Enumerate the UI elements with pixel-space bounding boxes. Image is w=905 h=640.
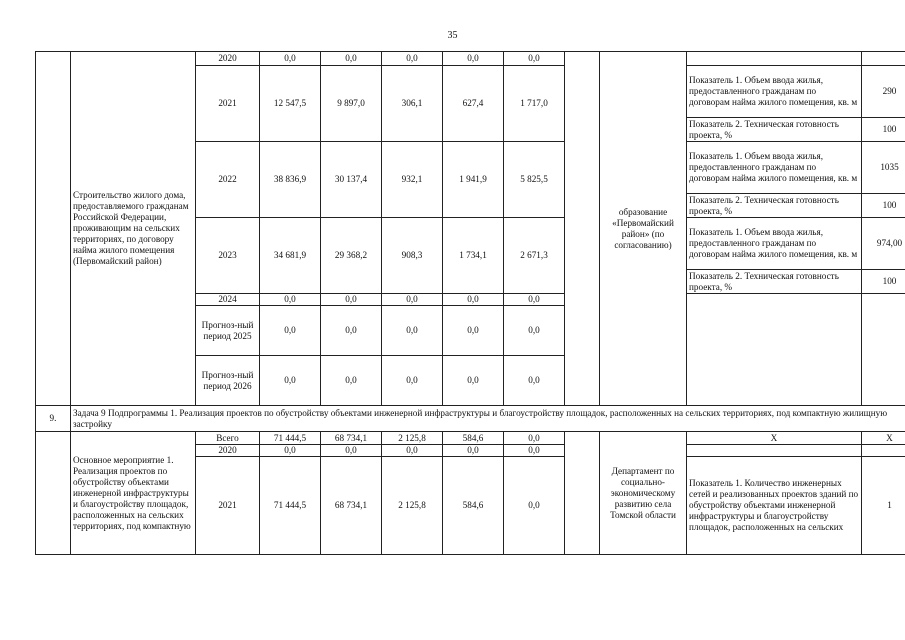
indicator-2: Показатель 2. Техническая готовность проекта, % bbox=[687, 118, 862, 142]
value-cell: 68 734,1 bbox=[321, 457, 382, 555]
value-cell: 908,3 bbox=[382, 218, 443, 294]
year-cell: 2020 bbox=[196, 445, 260, 457]
value-cell: 0,0 bbox=[443, 294, 504, 306]
value-cell: 2 125,8 bbox=[382, 432, 443, 445]
task-title: Задача 9 Подпрограммы 1. Реализация проектов по обустройству объектами инженерной инфраструктуры и благоустройству площадок, расположенных на сельских территориях, под компактную жилищную застройку bbox=[71, 406, 905, 432]
year-cell: 2024 bbox=[196, 294, 260, 306]
value-cell: 584,6 bbox=[443, 432, 504, 445]
value-cell: 0,0 bbox=[443, 52, 504, 66]
value-cell: 0,0 bbox=[260, 445, 321, 457]
value-cell: 0,0 bbox=[504, 294, 565, 306]
indicator-value-empty bbox=[862, 52, 905, 66]
indicator-1: Показатель 1. Объем ввода жилья, предоставленного гражданам по договорам найма жилого помещения, кв. м bbox=[687, 142, 862, 194]
value-cell: 71 444,5 bbox=[260, 432, 321, 445]
value-cell: 68 734,1 bbox=[321, 432, 382, 445]
executor-cell: образование «Первомайский район» (по согласованию) bbox=[600, 52, 687, 406]
page-number: 35 bbox=[447, 30, 458, 41]
value-cell: 0,0 bbox=[443, 306, 504, 356]
value-cell: 1 717,0 bbox=[504, 66, 565, 142]
indicator-value: 100 bbox=[862, 118, 905, 142]
value-cell: 0,0 bbox=[382, 294, 443, 306]
x-mark: X bbox=[862, 432, 905, 445]
empty-cell bbox=[565, 432, 600, 555]
number-cell-empty bbox=[36, 432, 71, 555]
number-cell-empty bbox=[36, 52, 71, 406]
indicator-cell-empty bbox=[687, 52, 862, 66]
project-name: Строительство жилого дома, предоставляемого гражданам Российской Федерации, проживающим на сельских территориях, по договору найма жилого помещения (Первомайский район) bbox=[71, 52, 196, 406]
indicator-2: Показатель 2. Техническая готовность проекта, % bbox=[687, 270, 862, 294]
value-cell: 0,0 bbox=[321, 356, 382, 406]
value-cell: 2 125,8 bbox=[382, 457, 443, 555]
value-cell: 0,0 bbox=[504, 445, 565, 457]
value-cell: 38 836,9 bbox=[260, 142, 321, 218]
year-cell: Всего bbox=[196, 432, 260, 445]
value-cell: 0,0 bbox=[504, 52, 565, 66]
value-cell: 0,0 bbox=[504, 306, 565, 356]
year-cell: 2021 bbox=[196, 66, 260, 142]
x-mark: X bbox=[687, 432, 862, 445]
value-cell: 1 734,1 bbox=[443, 218, 504, 294]
value-cell: 1 941,9 bbox=[443, 142, 504, 218]
year-cell: 2023 bbox=[196, 218, 260, 294]
empty-cell bbox=[565, 52, 600, 406]
indicator-value: 1 bbox=[862, 457, 905, 555]
value-cell: 0,0 bbox=[260, 52, 321, 66]
indicator-1: Показатель 1. Объем ввода жилья, предоставленного гражданам по договорам найма жилого помещения, кв. м bbox=[687, 218, 862, 270]
indicator-value: 100 bbox=[862, 270, 905, 294]
value-cell: 627,4 bbox=[443, 66, 504, 142]
program-table bbox=[35, 51, 905, 555]
indicator-value: 290 bbox=[862, 66, 905, 118]
value-cell: 0,0 bbox=[504, 356, 565, 406]
indicator-1: Показатель 1. Объем ввода жилья, предоставленного гражданам по договорам найма жилого помещения, кв. м bbox=[687, 66, 862, 118]
indicator-value-empty bbox=[862, 294, 905, 406]
value-cell: 584,6 bbox=[443, 457, 504, 555]
value-cell: 71 444,5 bbox=[260, 457, 321, 555]
value-cell: 0,0 bbox=[260, 306, 321, 356]
year-cell: 2020 bbox=[196, 52, 260, 66]
indicator-value-empty bbox=[862, 445, 905, 457]
executor-cell: Департамент по социально-экономическому развитию села Томской области bbox=[600, 432, 687, 555]
value-cell: 0,0 bbox=[504, 432, 565, 445]
year-cell: Прогноз-ный период 2025 bbox=[196, 306, 260, 356]
value-cell: 5 825,5 bbox=[504, 142, 565, 218]
value-cell: 0,0 bbox=[382, 356, 443, 406]
value-cell: 0,0 bbox=[321, 52, 382, 66]
value-cell: 30 137,4 bbox=[321, 142, 382, 218]
year-cell: 2022 bbox=[196, 142, 260, 218]
value-cell: 306,1 bbox=[382, 66, 443, 142]
year-cell: 2021 bbox=[196, 457, 260, 555]
value-cell: 0,0 bbox=[321, 445, 382, 457]
value-cell: 2 671,3 bbox=[504, 218, 565, 294]
value-cell: 0,0 bbox=[382, 306, 443, 356]
value-cell: 0,0 bbox=[321, 306, 382, 356]
value-cell: 0,0 bbox=[382, 445, 443, 457]
indicator-value: 100 bbox=[862, 194, 905, 218]
value-cell: 0,0 bbox=[260, 356, 321, 406]
value-cell: 0,0 bbox=[382, 52, 443, 66]
task-number: 9. bbox=[36, 406, 71, 432]
value-cell: 34 681,9 bbox=[260, 218, 321, 294]
indicator-1: Показатель 1. Количество инженерных сетей и реализованных проектов зданий по обустройству объектами инженерной инфраструктуры и благоустройству площадок, расположенных на сельских bbox=[687, 457, 862, 555]
value-cell: 12 547,5 bbox=[260, 66, 321, 142]
indicator-2: Показатель 2. Техническая готовность проекта, % bbox=[687, 194, 862, 218]
indicator-value: 1035 bbox=[862, 142, 905, 194]
value-cell: 0,0 bbox=[504, 457, 565, 555]
value-cell: 0,0 bbox=[443, 356, 504, 406]
indicator-cell-empty bbox=[687, 294, 862, 406]
indicator-value: 974,00 bbox=[862, 218, 905, 270]
value-cell: 0,0 bbox=[443, 445, 504, 457]
event-name: Основное мероприятие 1. Реализация проектов по обустройству объектами инженерной инфраструктуры и благоустройству площадок, расположенных на сельских территориях, под компактную bbox=[71, 432, 196, 555]
value-cell: 932,1 bbox=[382, 142, 443, 218]
indicator-cell-empty bbox=[687, 445, 862, 457]
year-cell: Прогноз-ный период 2026 bbox=[196, 356, 260, 406]
value-cell: 0,0 bbox=[321, 294, 382, 306]
value-cell: 0,0 bbox=[260, 294, 321, 306]
value-cell: 9 897,0 bbox=[321, 66, 382, 142]
value-cell: 29 368,2 bbox=[321, 218, 382, 294]
